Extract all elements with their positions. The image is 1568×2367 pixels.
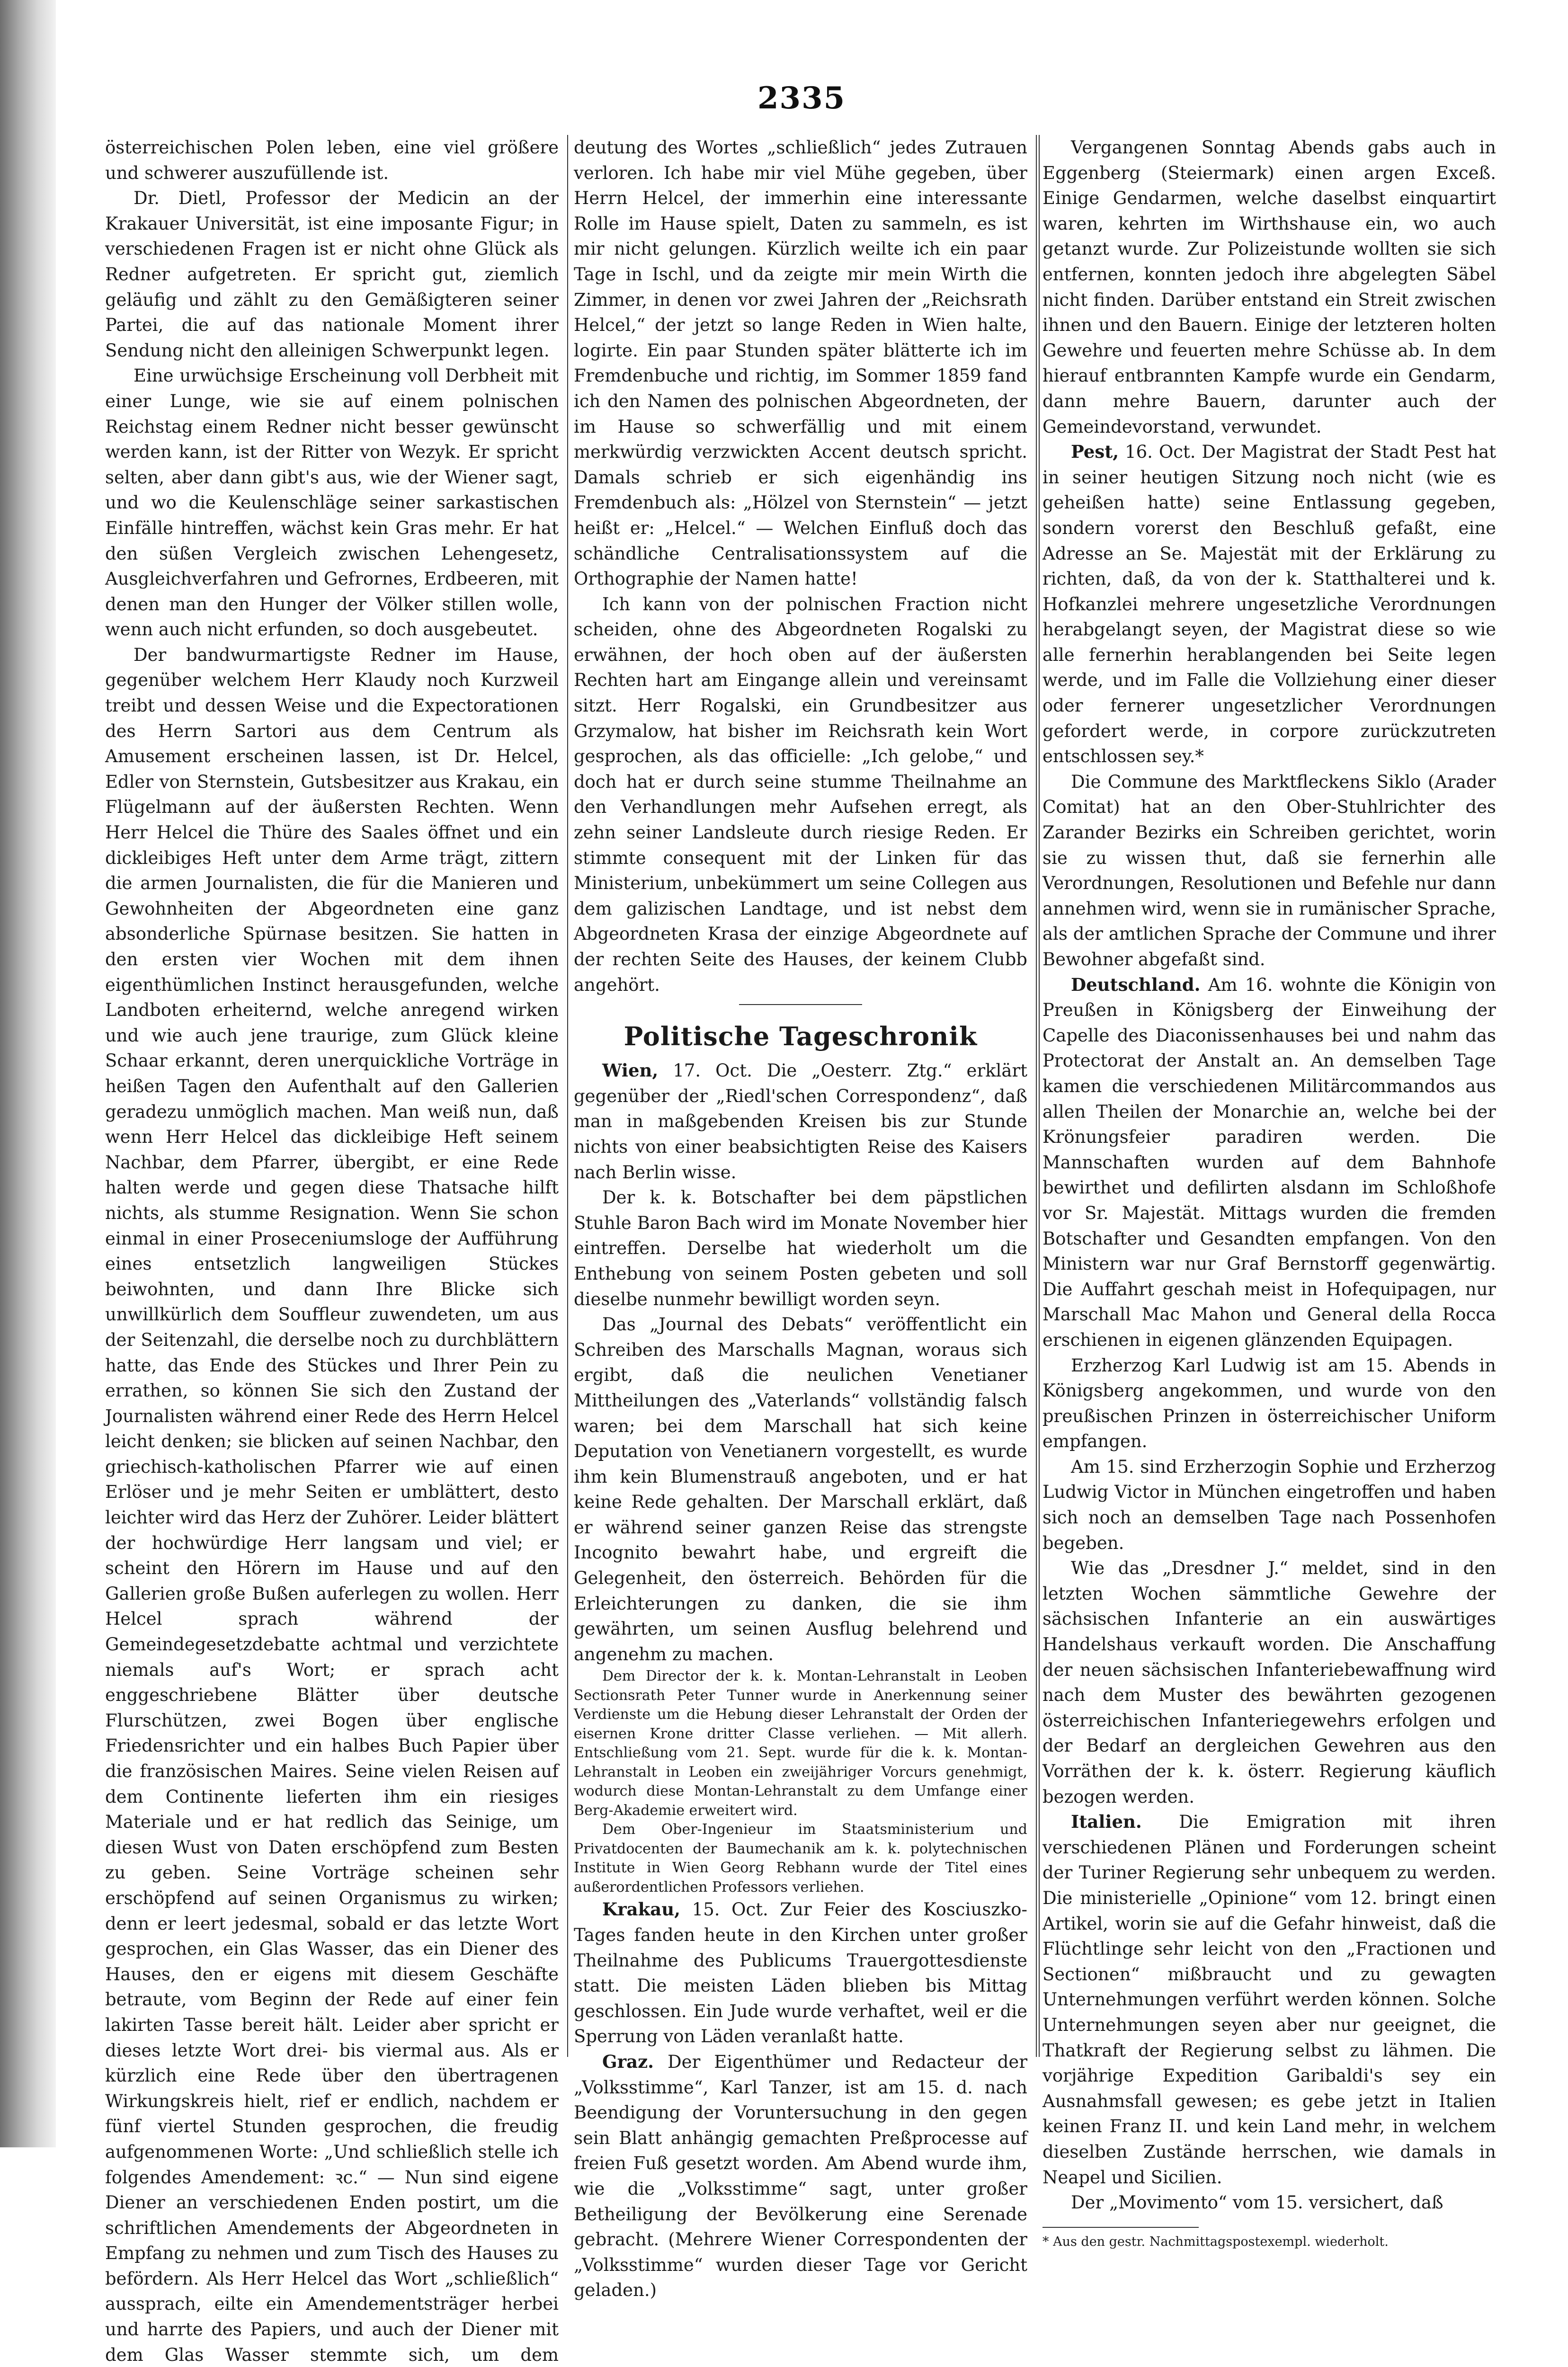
article-paragraph — [574, 1185, 1027, 1312]
paragraph-text: 15. Oct. Zur Feier des Kosciuszko-Tages fanden heute in den Kirchen unter großer Theilnahme des Publicums Trauergottesdienste statt. Die meisten Läden blieben bis Mittag geschlossen. Ein Jude wurde verhaftet, weil er die Sperrung von Läden veranlaßt hatte. — [574, 1899, 1027, 2047]
paragraph-text: Der bandwurmartigste Redner im Hause, gegenüber welchem Herr Klaudy noch Kurzweil treibt und dessen Weise und die Expectorationen des Herrn Sartori aus dem Centrum als Amusement erscheinen lassen, ist Dr. Helcel, Edler von Sternstein, Gutsbesitzer aus Krakau, ein Flügelmann auf der äußersten Rechten. Wenn Herr Helcel die Thüre des Saales öffnet und ein dickleibiges Heft unter dem Arme trägt, zittern die armen Journalisten, die für die Manieren und Gewohnheiten der Abgeordneten eine ganz absonderliche Spürnase besitzen. Sie hatten in den ersten vier Wochen mit dem ihnen eigenthümlichen Instinct herausgefunden, welche Landboten erheiternd, welche anregend wirken und wie auch jene traurige, zum Glück kleine Schaar erkannt, deren unerquickliche Vorträge in heißen Tagen den Aufenthalt auf den Gallerien geradezu unmöglich machen. Man weiß nun, daß wenn Herr Helcel das dickleibige Heft seinem Nachbar, dem Pfarrer, übergibt, er eine Rede halten werde und gegen diese Thatsache hilft nichts, als stumme Resignation. Wenn Sie schon einmal in einer Proseceniumsloge der Aufführung eines entsetzlich langweiligen Stückes beiwohnten, und dann Ihre Blicke sich unwillkürlich dem Souffleur zuwendeten, um aus der Seitenzahl, die derselbe noch zu durchblättern hatte, das Ende des Stückes und Ihrer Pein zu errathen, so können Sie sich den Zustand der Journalisten während einer Rede des Herrn Helcel leicht denken; sie blicken auf seinen Nachbar, den griechisch-katholischen Pfarrer wie auf einen Erlöser und je mehr Seiten er umblättert, desto leichter wird das Herz der Zuhörer. Leider blättert der hochwürdige Herr langsam und viel; er scheint den Hörern im Hause und auf den Gallerien große Bußen auferlegen zu wollen. Herr Helcel sprach während der Gemeindegesetzdebatte achtmal und verzichtete niemals auf's Wort; er sprach acht enggeschriebene Blätter über deutsche Flurschützen, zwei Bogen über englische Friedensrichter und ein halbes Buch Papier über die französischen Maires. Seine vielen Reisen auf dem Continente lieferten ihm ein riesiges Materiale und er hat redlich das Seinige, um diesen Wust von Daten erschöpfend zum Besten zu geben. Seine Vorträge scheinen sehr erschöpfend auf seinen Organismus zu wirken; denn er leert jedesmal, sobald er das letzte Wort gesprochen, ein Glas Wasser, das ein Diener des Hauses, den er eigens mit diesem Geschäfte betraute, vom Beginn der Rede auf einer fein lakirten Tasse bereit hält. Leider aber spricht er dieses letzte Wort drei- bis viermal aus. Als er kürzlich eine Rede über den übertragenen Wirkungskreis hielt, rief er endlich, nachdem er fünf viertel Stunden gesprochen, die freudig aufgenommenen Worte: „Und schließlich stelle ich folgendes Amendement: ꝛc.“ — Nun sind eigene Diener an verschiedenen Enden postirt, um die schriftlichen Amendements der Abgeordneten in Empfang zu nehmen und zum Tisch des Hauses zu befördern. Als Herr Helcel das Wort „schließlich“ aussprach, eilte ein Amendementsträger herbei und harrte des Papiers, und auch der Diener mit dem Glas Wasser stemmte sich, um dem — [105, 644, 559, 2365]
dateline: Wien, — [602, 1060, 659, 1081]
dateline: Deutschland. — [1071, 974, 1201, 995]
paragraph-text: Der Eigenthümer und Redacteur der „Volksstimme“, Karl Tanzer, ist am 15. d. nach Beendigung der Voruntersuchung in den gegen sein Blatt anhängig gemachten Preßprocesse auf freien Fuß gesetzt worden. Am Abend wurde ihm, wie die „Volksstimme“ sagt, unter großer Betheiligung der Bevölkerung eine Serenade gebracht. (Mehrere Wiener Correspondenten der „Volksstimme“ wurden dieser Tage vor Gericht geladen.) — [574, 2052, 1027, 2301]
paragraph-text: Am 16. wohnte die Königin von Preußen in Königsberg der Einweihung der Capelle des Diaconissenhauses bei und nahm das Protectorat der Anstalt an. An demselben Tage kamen die verschiedenen Militärcommandos aus allen Theilen der Monarchie an, welche bei der Krönungsfeier paradiren werden. Die Mannschaften wurden auf dem Bahnhofe bewirthet und defilirten alsdann im Schloßhofe vor Sr. Majestät. Mittags wurden die fremden Botschafter und Gesandten empfangen. Von den Ministern war nur Graf Bernstorff gegenwärtig. Die Auffahrt geschah meist in Hofequipagen, nur Marschall Mac Mahon und General della Rocca erschienen in eigenen glänzenden Equipagen. — [1042, 974, 1497, 1350]
dateline: Italien. — [1071, 1811, 1142, 1833]
article-paragraph — [574, 1312, 1027, 1667]
paragraph-text: Am 15. sind Erzherzogin Sophie und Erzherzog Ludwig Victor in München eingetroffen und haben sich noch an demselben Tage nach Possenhofen begeben. — [1042, 1456, 1496, 1553]
dateline: Graz. — [602, 2051, 654, 2072]
column-left — [105, 135, 559, 2365]
footnote-rule — [1042, 2227, 1199, 2228]
article-paragraph — [1042, 439, 1496, 769]
article-paragraph — [105, 135, 559, 186]
section-rule — [739, 1004, 862, 1005]
article-columns — [105, 135, 1497, 2365]
dateline: Krakau, — [602, 1899, 681, 1920]
article-paragraph — [1042, 972, 1496, 1353]
paragraph-text: 16. Oct. Der Magistrat der Stadt Pest hat in seiner heutigen Sitzung noch nicht (wie es geheißen hatte) seine Entlassung gegeben, sondern vorerst den Beschluß gefaßt, eine Adresse an Se. Majestät mit der Erklärung zu richten, daß, da von der k. Statthalterei und k. Hofkanzlei mehrere ungesetzliche Verordnungen herabgelangt seyen, der Magistrat diese so wie alle fernerhin herablangenden bei Seite legen werde, und im Falle die Vollziehung einer dieser oder fernerer ungesetzlicher Verordnungen gefordert werde, in corpore zurückzutreten entschlossen sey.* — [1042, 442, 1496, 767]
article-paragraph — [574, 2049, 1027, 2303]
dateline: Pest, — [1071, 441, 1119, 463]
paragraph-text: Eine urwüchsige Erscheinung voll Derbheit mit einer Lunge, wie sie auf einem polnischen Reichstag einem Redner nicht besser gewünscht werden kann, ist der Ritter von Wezyk. Er spricht selten, aber dann gibt's aus, wie der Wiener sagt, und wo die Keulenschläge seiner sarkastischen Einfälle hintreffen, wächst kein Gras mehr. Er hat den süßen Vergleich zwischen Lehengesetz, Ausgleichverfahren und Gefrornes, Erdbeeren, mit denen man den Hunger der Völker stillen wolle, wenn auch nicht erfunden, so doch ausgebeutet. — [105, 365, 559, 640]
article-paragraph — [1042, 2190, 1496, 2216]
paragraph-text: Dem Ober-Ingenieur im Staatsministerium und Privatdocenten der Baumechanik am k. k. polytechnischen Institute in Wien Georg Rebhann wurde der Titel eines außerordentlichen Professors verliehen. — [574, 1821, 1027, 1895]
article-paragraph — [1042, 1809, 1496, 2190]
column-middle — [574, 135, 1027, 2301]
article-paragraph — [574, 1058, 1027, 1185]
paragraph-text: Vergangenen Sonntag Abends gabs auch in Eggenberg (Steiermark) einen argen Exceß. Einige Gendarmen, welche daselbst einquartirt waren, kehrten im Wirthshause ein, wo auch getanzt wurde. Zur Polizeistunde wollten sie sich entfernen, konnten jedoch ihre abgelegten Säbel nicht finden. Darüber entstand ein Streit zwischen ihnen und den Bauern. Einige der letzteren holten Gewehre und feuerten mehre Schüsse ab. In dem hierauf entbrannten Kampfe wurde ein Gendarm, dann mehre Bauern, darunter auch der Gemeindevorstand, verwundet. — [1042, 137, 1496, 437]
paragraph-text: Dr. Dietl, Professor der Medicin an der Krakauer Universität, ist eine imposante Figur; in verschiedenen Fragen ist er nicht ohne Glück als Redner aufgetreten. Er spricht gut, ziemlich geläufig und zählt zu den Gemäßigteren seiner Partei, die auf das nationale Moment ihrer Sendung nicht den alleinigen Schwerpunkt legen. — [105, 188, 559, 361]
paragraph-text: Ich kann von der polnischen Fraction nicht scheiden, ohne des Abgeordneten Rogalski zu erwähnen, der hoch oben auf der äußersten Rechten hart am Eingange allein und vereinsamt sitzt. Herr Rogalski, ein Grundbesitzer aus Grzymalow, hat bisher im Reichsrath kein Wort gesprochen, als das officielle: „Ich gelobe,“ und doch hat er durch seine stumme Theilnahme an den Verhandlungen mehr Aufsehen erregt, als zehn seiner Landsleute durch riesige Reden. Er stimmte consequent mit der Linken für das Ministerium, unbekümmert um seine Collegen aus dem galizischen Landtage, und ist nebst dem Abgeordneten Krasa der einzige Abgeordnete auf der rechten Seite des Hauses, der keinem Clubb angehört. — [574, 594, 1027, 995]
article-paragraph — [574, 1897, 1027, 2049]
paragraph-text: Das „Journal des Debats“ veröffentlicht ein Schreiben des Marschalls Magnan, woraus sich ergibt, daß die neulichen Venetianer Mittheilungen des „Vaterlands“ vollständig falsch waren; bei dem Marschall hat sich keine Deputation von Venetianern vorgestellt, es wurde ihm kein Blumenstrauß angeboten, und er hat keine Rede gehalten. Der Marschall erklärt, daß er während seiner ganzen Reise das strengste Incognito bewahrt habe, und ergreift die Gelegenheit, den österreich. Behörden für die Erleichterungen zu danken, die sie ihm gewährten, um seinen Ausflug belehrend und angenehm zu machen. — [574, 1314, 1027, 1664]
article-paragraph — [1042, 135, 1496, 439]
paragraph-text: Die Commune des Marktfleckens Siklo (Arader Comitat) hat an den Ober-Stuhlrichter des Zarander Bezirks ein Schreiben gerichtet, worin sie zu wissen thut, daß sie fernerhin alle Verordnungen, Resolutionen und Befehle nur dann annehmen wird, wenn sie in rumänischer Sprache, als der amtlichen Sprache der Commune und ihrer Bewohner abgefaßt sind. — [1042, 771, 1496, 970]
article-paragraph — [574, 135, 1027, 592]
article-paragraph — [105, 363, 559, 642]
paragraph-text: Der k. k. Botschafter bei dem päpstlichen Stuhle Baron Bach wird im Monate November hier eintreffen. Derselbe hat wiederholt um die Enthebung von seinem Posten gebeten und soll dieselbe nunmehr bewilligt worden seyn. — [574, 1187, 1027, 1309]
article-paragraph — [1042, 1353, 1496, 1454]
article-paragraph — [574, 592, 1027, 998]
paragraph-text: Dem Director der k. k. Montan-Lehranstalt in Leoben Sectionsrath Peter Tunner wurde in Anerkennung seiner Verdienste um die Hebung dieser Lehranstalt der Orden der eisernen Krone dritter Classe verliehen. — Mit allerh. Entschließung vom 21. Sept. wurde für die k. k. Montan-Lehranstalt in Leoben ein zweijähriger Vorcurs genehmigt, wodurch diese Montan-Lehranstalt zu dem Umfange einer Berg-Akademie erweitert wird. — [574, 1668, 1027, 1819]
paragraph-text: deutung des Wortes „schließlich“ jedes Zutrauen verloren. Ich habe mir viel Mühe gegeben, über Herrn Helcel, der immerhin eine interessante Rolle im Hause spielt, Daten zu sammeln, es ist mir nicht gelungen. Kürzlich weilte ich ein paar Tage in Ischl, und da zeigte mir mein Wirth die Zimmer, in denen vor zwei Jahren der „Reichsrath Helcel,“ der jetzt so lange Reden in Wien halte, logirte. Ein paar Stunden später blätterte ich im Fremdenbuche und richtig, im Sommer 1859 fand ich den Namen des polnischen Abgeordneten, der im Hause so schwerfällig und mit einem merkwürdig verzwickten Accent deutsch spricht. Damals schrieb er sich eigenhändig ins Fremdenbuch als: „Hölzel von Sternstein“ — jetzt heißt er: „Helcel.“ — Welchen Einfluß doch das schändliche Centralisationssystem auf die Orthographie der Namen hatte! — [574, 137, 1027, 589]
paragraph-text: Die Emigration mit ihren verschiedenen Plänen und Forderungen scheint der Turiner Regierung sehr unbequem zu werden. Die ministerielle „Opinione“ vom 12. bringt einen Artikel, worin sie auf die Gefahr hinweist, daß die Flüchtlinge sehr leicht von den „Fractionen und Sectionen“ mißbraucht und zu gewagten Unternehmungen verführt werden können. Solche Unternehmungen seyen aber nur geeignet, die Thatkraft der Regierung selbst zu lähmen. Die vorjährige Expedition Garibaldi's sey ein Ausnahmsfall gewesen; es gebe jetzt in Italien keinen Franz II. und kein Land mehr, in welchem dieselben Zustände herrschen, wie damals in Neapel und Sicilien. — [1042, 1812, 1496, 2188]
article-paragraph — [1042, 1454, 1496, 1556]
article-paragraph — [574, 1820, 1027, 1897]
article-paragraph — [574, 1667, 1027, 1820]
scan-page-edge — [0, 0, 56, 2147]
page-number: 2335 — [757, 80, 846, 116]
column-right — [1042, 135, 1497, 2249]
section-heading: Politische Tageschronik — [624, 1021, 978, 1052]
paragraph-text: Der „Movimento“ vom 15. versichert, daß — [1071, 2192, 1443, 2213]
paragraph-text: Erzherzog Karl Ludwig ist am 15. Abends in Königsberg angekommen, und wurde von den preußischen Prinzen in österreichischer Uniform empfangen. — [1042, 1355, 1496, 1452]
footnote: * Aus den gestr. Nachmittagspostexempl. wiederholt. — [1042, 2234, 1389, 2249]
article-paragraph — [105, 642, 559, 2367]
paragraph-text: 17. Oct. Die „Oesterr. Ztg.“ erklärt gegenüber der „Riedl'schen Correspondenz“, daß man in maßgebenden Kreisen bis zur Stunde nichts von einer beabsichtigten Reise des Kaisers nach Berlin wisse. — [574, 1060, 1027, 1183]
article-paragraph — [1042, 1556, 1496, 1809]
article-paragraph — [1042, 769, 1496, 972]
article-paragraph — [105, 186, 559, 363]
paragraph-text: österreichischen Polen leben, eine viel größere und schwerer auszufüllende ist. — [105, 137, 559, 183]
paragraph-text: Wie das „Dresdner J.“ meldet, sind in den letzten Wochen sämmtliche Gewehre der sächsischen Infanterie an ein auswärtiges Handelshaus verkauft worden. Die Anschaffung der neuen sächsischen Infanteriebewaffnung wird nach dem Muster des bewährten gezogenen österreichischen Infanteriegewehrs erfolgen und der Bedarf an dergleichen Gewehren aus den Vorräthen der k. k. österr. Regierung käuflich bezogen werden. — [1042, 1558, 1496, 1807]
